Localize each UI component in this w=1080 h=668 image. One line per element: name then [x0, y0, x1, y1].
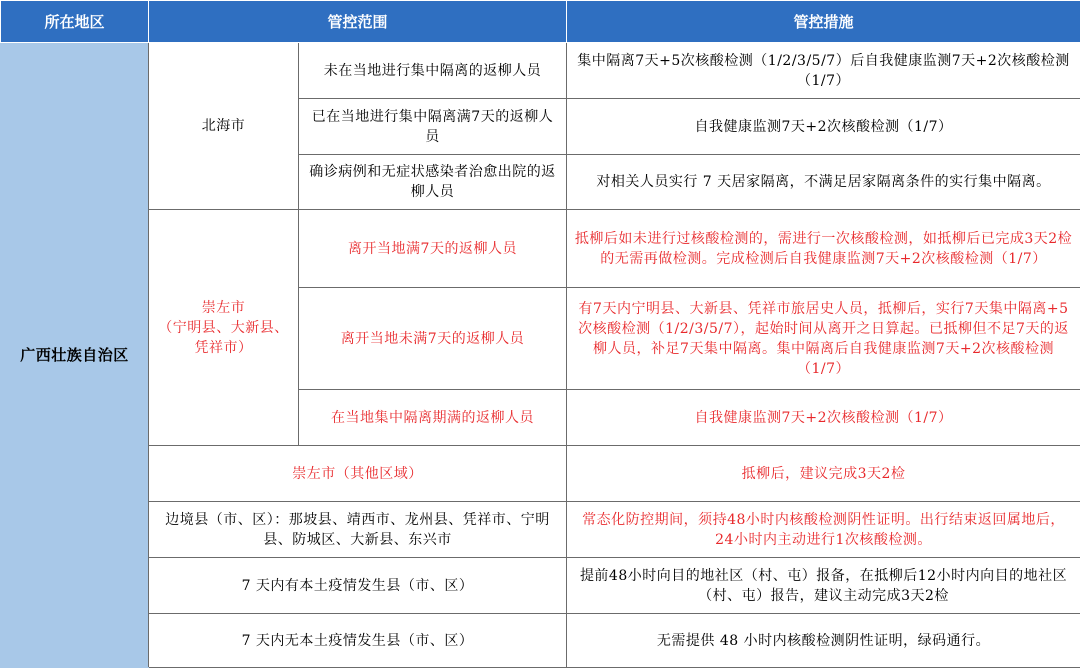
- table-row: [1, 446, 1080, 502]
- scope-cell: 离开当地未满7天的返柳人员: [299, 288, 567, 390]
- beihai-city: 北海市: [149, 43, 299, 210]
- header-measures: 管控措施: [567, 1, 1080, 43]
- measure-cell: 抵柳后，建议完成3天2检: [567, 446, 1080, 502]
- scope-cell: 7 天内有本土疫情发生县（市、区）: [149, 558, 567, 614]
- scope-cell: 确诊病例和无症状感染者治愈出院的返柳人员: [299, 155, 567, 210]
- measure-cell: 常态化防控期间，须持48小时内核酸检测阴性证明。出行结束返回属地后，24小时内主动进行1次核酸检测。: [567, 502, 1080, 558]
- scope-cell: 崇左市（其他区域）: [149, 446, 567, 502]
- measure-cell: 集中隔离7天+5次核酸检测（1/2/3/5/7）后自我健康监测7天+2次核酸检测（1/7）: [567, 43, 1080, 99]
- chongzuo-city-sub: （宁明县、大新县、凭祥市）: [158, 320, 289, 356]
- region-cell: 广西壮族自治区: [1, 43, 149, 668]
- chongzuo-city: [149, 210, 299, 446]
- measure-cell: 无需提供 48 小时内核酸检测阴性证明，绿码通行。: [567, 614, 1080, 668]
- scope-cell: 边境县（市、区）：那坡县、靖西市、龙州县、凭祥市、宁明县、防城区、大新县、东兴市: [149, 502, 567, 558]
- measure-cell: 自我健康监测7天+2次核酸检测（1/7）: [567, 99, 1080, 155]
- scope-cell: 在当地集中隔离期满的返柳人员: [299, 390, 567, 446]
- scope-cell: 7 天内无本土疫情发生县（市、区）: [149, 614, 567, 668]
- chongzuo-city-name: 崇左市: [202, 300, 246, 316]
- measure-cell: 有7天内宁明县、大新县、凭祥市旅居史人员，抵柳后，实行7天集中隔离+5次核酸检测（1/2/3/5/7），起始时间从离开之日算起。已抵柳但不足7天的返柳人员，补足7天集中隔离。集中隔离后自我健康监测7天+2次核酸检测（1/7）: [567, 288, 1080, 390]
- header-scope: 管控范围: [149, 1, 567, 43]
- measure-cell: 自我健康监测7天+2次核酸检测（1/7）: [567, 390, 1080, 446]
- header-row: [1, 1, 1080, 43]
- header-region: 所在地区: [1, 1, 149, 43]
- scope-cell: 未在当地进行集中隔离的返柳人员: [299, 43, 567, 99]
- table-row: [1, 614, 1080, 668]
- measure-cell: 对相关人员实行 7 天居家隔离，不满足居家隔离条件的实行集中隔离。: [567, 155, 1080, 210]
- table-row: [1, 558, 1080, 614]
- measure-cell: 提前48小时向目的地社区（村、屯）报备，在抵柳后12小时内向目的地社区（村、屯）报告，建议主动完成3天2检: [567, 558, 1080, 614]
- table-row: [1, 502, 1080, 558]
- table-row: [1, 43, 1080, 99]
- table-row: [1, 210, 1080, 288]
- scope-cell: 已在当地进行集中隔离满7天的返柳人员: [299, 99, 567, 155]
- scope-cell: 离开当地满7天的返柳人员: [299, 210, 567, 288]
- measure-cell: 抵柳后如未进行过核酸检测的，需进行一次核酸检测，如抵柳后已完成3天2检的无需再做检测。完成检测后自我健康监测7天+2次核酸检测（1/7）: [567, 210, 1080, 288]
